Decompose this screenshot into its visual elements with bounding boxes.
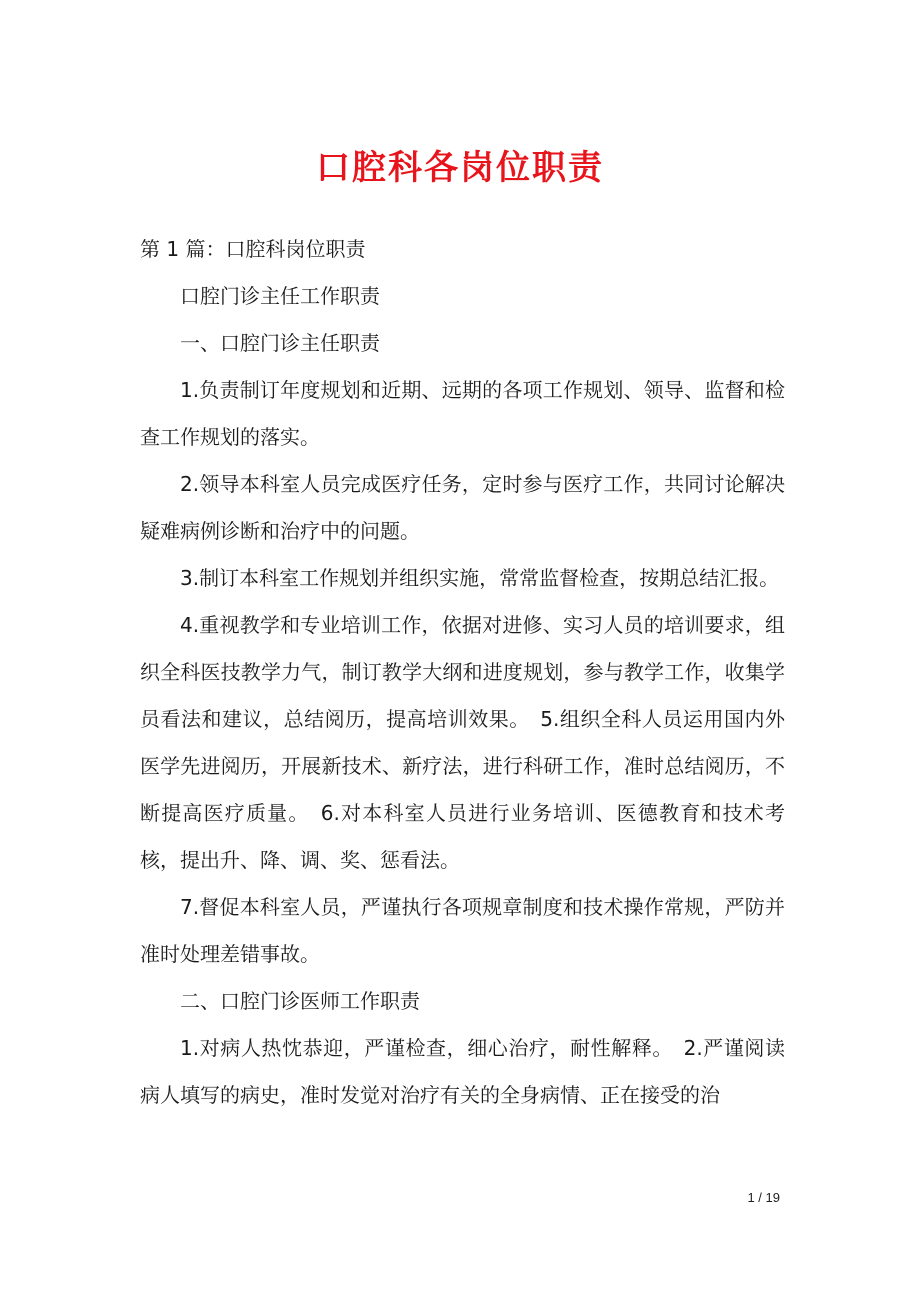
document-title: 口腔科各岗位职责 xyxy=(316,148,604,188)
document-body xyxy=(140,226,785,1119)
paragraph: 1.负责制订年度规划和近期、远期的各项工作规划、领导、监督和检查工作规划的落实。 xyxy=(140,378,785,449)
section-heading: 口腔门诊主任工作职责 xyxy=(180,284,380,308)
subsection-heading: 一、口腔门诊主任职责 xyxy=(180,331,380,355)
paragraph: 1.对病人热忱恭迎，严谨检查，细心治疗，耐性解释。 2.严谨阅读病人填写的病史，准时发觉对治疗有关的全身病情、正在接受的治 xyxy=(140,1036,785,1107)
subsection-heading: 二、口腔门诊医师工作职责 xyxy=(180,989,420,1013)
paragraph: 3.制订本科室工作规划并组织实施，常常监督检查，按期总结汇报。 xyxy=(180,566,780,590)
page-number: 1 / 19 xyxy=(747,1190,780,1205)
paragraph: 2.领导本科室人员完成医疗任务，定时参与医疗工作，共同讨论解决疑难病例诊断和治疗中的问题。 xyxy=(140,472,785,543)
paragraph: 7.督促本科室人员，严谨执行各项规章制度和技术操作常规，严防并准时处理差错事故。 xyxy=(140,895,785,966)
paragraph: 4.重视教学和专业培训工作，依据对进修、实习人员的培训要求，组织全科医技教学力气，制订教学大纲和进度规划，参与教学工作，收集学员看法和建议，总结阅历，提高培训效果。 5.组织全科人员运用国内外医学先进阅历，开展新技术、新疗法，进行科研工作，准时总结阅历，不断提高医疗质量。 6.对本科室人员进行业务培训、医德教育和技术考核，提出升、降、调、奖、惩看法。 xyxy=(140,613,785,872)
chapter-heading: 第 1 篇：口腔科岗位职责 xyxy=(140,237,366,261)
